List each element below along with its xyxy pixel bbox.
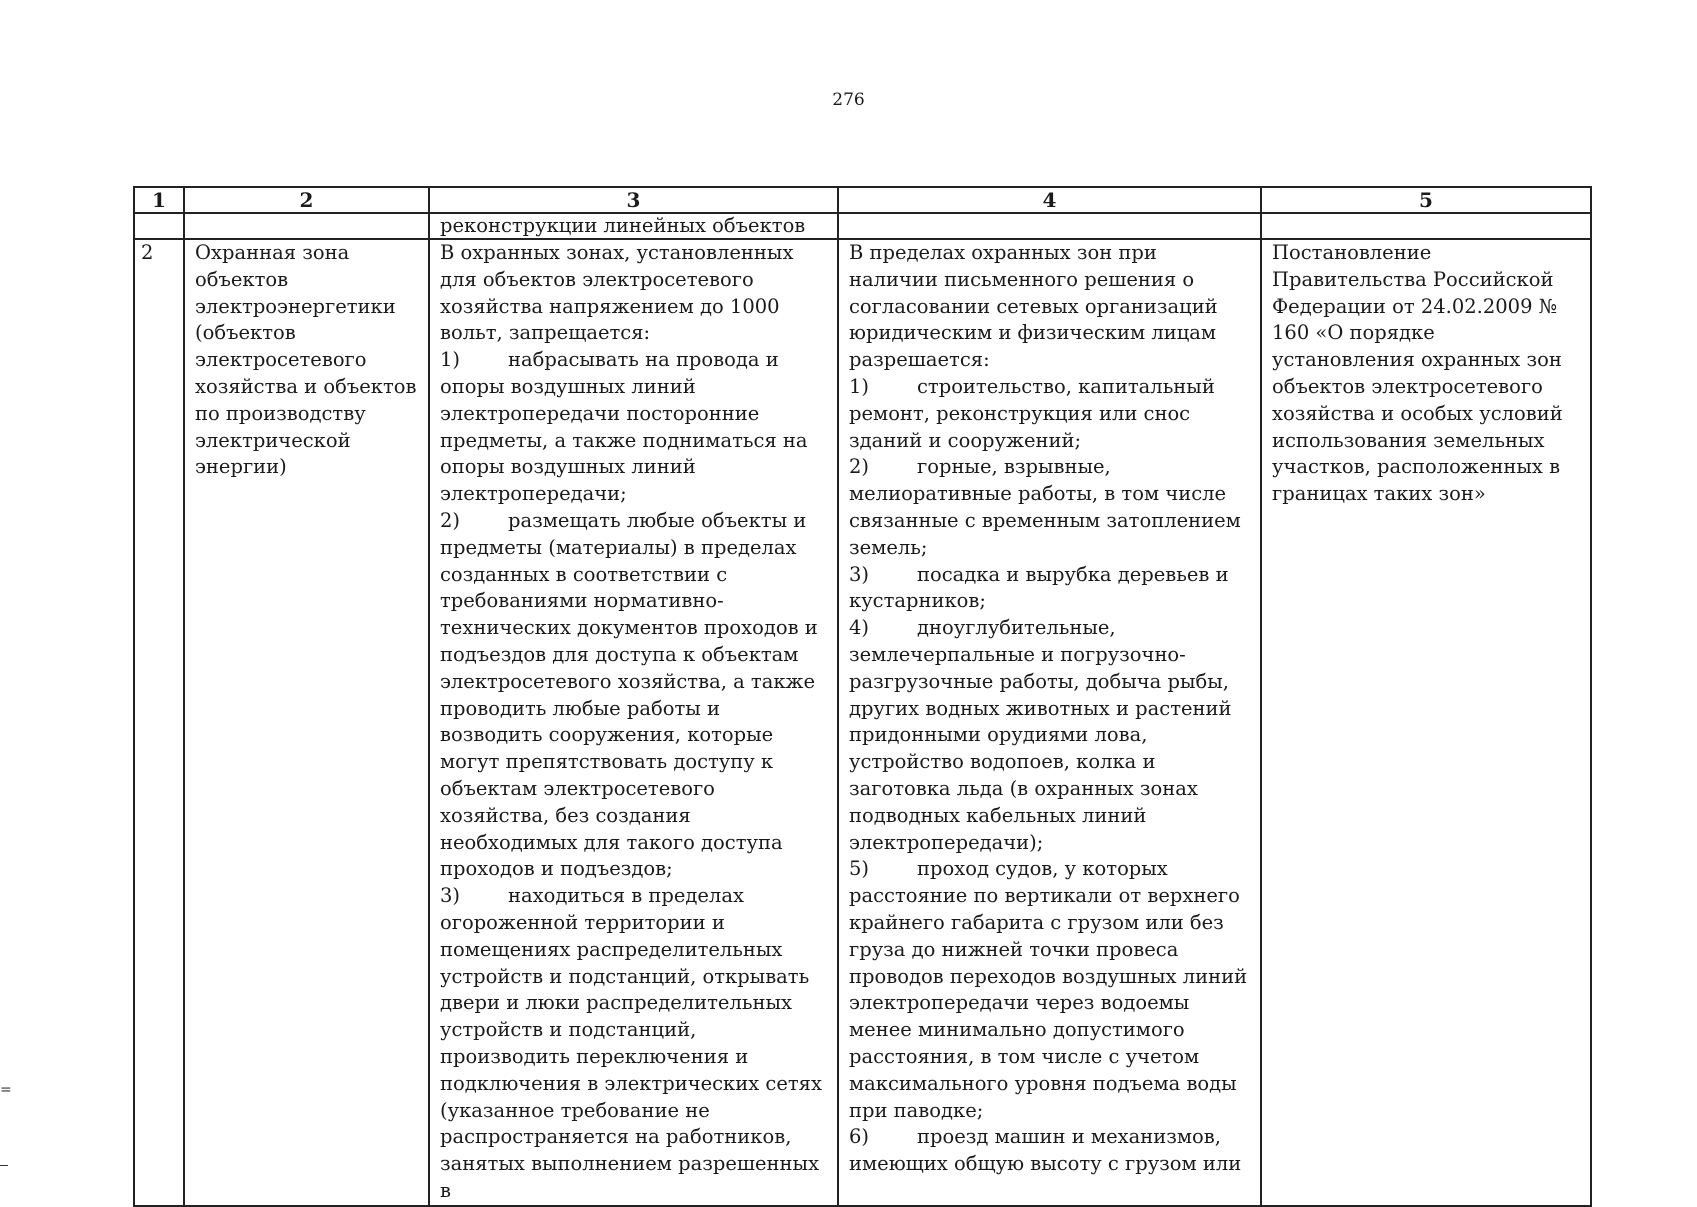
header-col-1: 1 [134,187,184,213]
list-item [849,856,1250,1124]
table-header-row [134,187,1591,213]
item-number: 2) [440,508,461,532]
item-text: посадка и вырубка деревьев и кустарников; [849,562,1229,613]
legal-basis: Постановление Правительства Российской Федерации от 24.02.2009 № 160 «О порядке установления охранных зон объектов электросетевого хозяйства и особых условий использования земельных участков, расположенных в границах таких зон» [1261,239,1591,1206]
continuation-row [134,213,1591,239]
cont-cell-2 [184,213,429,239]
item-number: 3) [440,884,461,908]
item-text: проход судов, у которых расстояние по вертикали от верхнего крайнего габарита с грузом или без груза до нижней точки провеса проводов переходов воздушных линий электропередачи через водоемы менее минимально допустимого расстояния, в том числе с учетом максимального уровня подъема воды при паводке; [849,857,1248,1122]
cont-cell-4 [838,213,1261,239]
item-text: размещать любые объекты и предметы (материалы) в пределах созданных в соответствии с требованиями нормативно-технических документов проходов и подъездов для доступа к объектам электросетевого хозяйства, а также проводить любые работы и возводить сооружения, которые могут препятствовать доступу к объектам электросетевого хозяйства, без создания необходимых для такого доступа проходов и подъездов; [440,508,818,881]
item-number: 1) [849,374,870,398]
cont-cell-3: реконструкции линейных объектов [429,213,838,239]
list-item [849,562,1250,616]
table-row [134,239,1591,1206]
header-col-2: 2 [184,187,429,213]
prohibited-cell [429,239,838,1206]
allowed-intro: В пределах охранных зон при наличии письменного решения о согласовании сетевых организаций юридическим и физическим лицам разрешается: [849,241,1218,372]
header-col-5: 5 [1261,187,1591,213]
margin-tick [0,1165,8,1166]
list-item [849,1124,1250,1178]
allowed-cell [838,239,1261,1206]
list-item [440,347,827,508]
margin-mark: = [0,1082,12,1098]
zone-name: Охранная зона объектов электроэнергетики (объектов электросетевого хозяйства и объектов по производству электрической энергии) [184,239,429,1206]
cont-cell-5 [1261,213,1591,239]
cont-cell-1 [134,213,184,239]
row-number: 2 [134,239,184,1206]
item-text: строительство, капитальный ремонт, реконструкция или снос зданий и сооружений; [849,374,1215,452]
item-text: дноуглубительные, землечерпальные и погрузочно-разгрузочные работы, добыча рыбы, других водных животных и растений придонными орудиями лова, устройство водопоев, колка и заготовка льда (в охранных зонах подводных кабельных линий электропередачи); [849,616,1232,854]
item-number: 2) [849,455,870,479]
item-number: 5) [849,857,870,881]
list-item [440,508,827,883]
item-number: 1) [440,348,461,372]
item-number: 4) [849,616,870,640]
item-number: 3) [849,562,870,586]
prohibited-intro: В охранных зонах, установленных для объектов электросетевого хозяйства напряжением до 1000 вольт, запрещается: [440,241,794,345]
item-text: находиться в пределах огороженной территории и помещениях распределительных устройств и подстанций, открывать двери и люки распределительных устройств и подстанций, производить переключения и подключения в электрических сетях (указанное требование не распространяется на работников, занятых выполнением разрешенных в [440,884,822,1202]
item-text: проезд машин и механизмов, имеющих общую высоту с грузом или [849,1125,1242,1176]
page-number: 276 [832,90,865,110]
item-text: горные, взрывные, мелиоративные работы, в том числе связанные с временным затоплением земель; [849,455,1241,559]
list-item [849,374,1250,454]
list-item [440,883,827,1205]
item-number: 6) [849,1125,870,1149]
list-item [849,454,1250,561]
header-col-4: 4 [838,187,1261,213]
regulation-table [133,186,1592,1207]
item-text: набрасывать на провода и опоры воздушных линий электропередачи посторонние предметы, а также подниматься на опоры воздушных линий электропередачи; [440,348,808,506]
list-item [849,615,1250,856]
header-col-3: 3 [429,187,838,213]
